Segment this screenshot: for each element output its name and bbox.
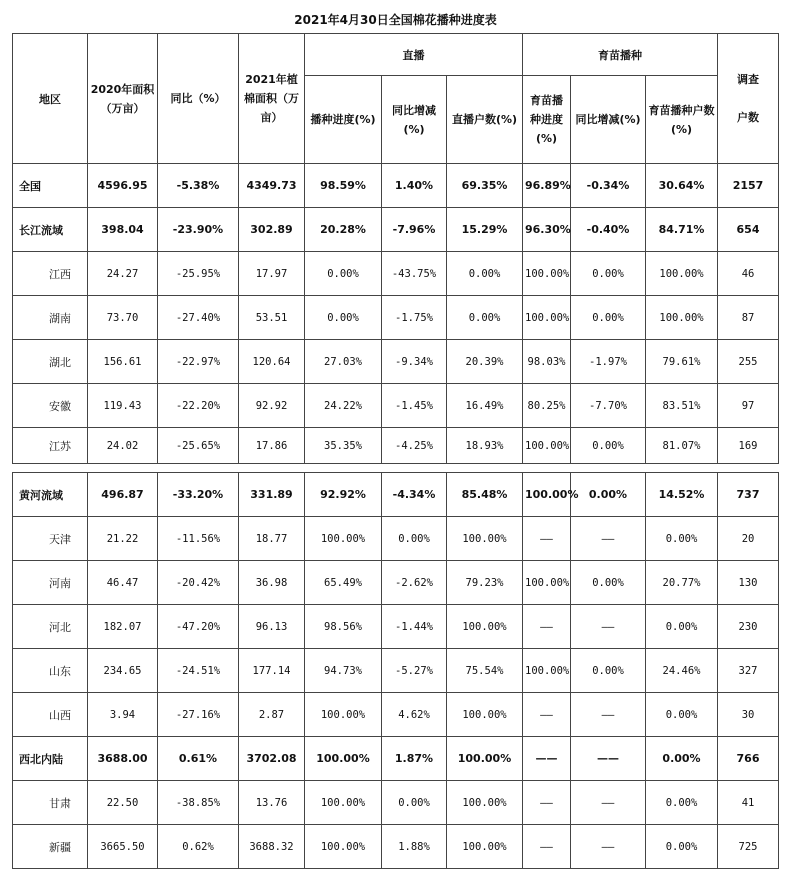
area-2021-cell: 92.92	[239, 384, 305, 428]
seed-change-cell: ——	[571, 737, 646, 781]
direct-change-cell: -2.62%	[382, 561, 447, 605]
direct-households-cell: 100.00%	[447, 693, 523, 737]
direct-households-cell: 100.00%	[447, 737, 523, 781]
seed-progress-cell: 100.00%	[523, 649, 571, 693]
survey-households-cell: 725	[718, 825, 779, 869]
area-2021-cell: 120.64	[239, 340, 305, 384]
area-2021-cell: 3688.32	[239, 825, 305, 869]
seed-households-cell: 100.00%	[646, 296, 718, 340]
seed-change-cell: ——	[571, 517, 646, 561]
direct-change-cell: -7.96%	[382, 208, 447, 252]
direct-progress-cell: 65.49%	[305, 561, 382, 605]
direct-households-cell: 75.54%	[447, 649, 523, 693]
seed-progress-cell: 100.00%	[523, 252, 571, 296]
region-cell: 山东	[13, 649, 88, 693]
seed-households-cell: 0.00%	[646, 825, 718, 869]
direct-change-cell: -9.34%	[382, 340, 447, 384]
direct-households-cell: 79.23%	[447, 561, 523, 605]
direct-progress-cell: 92.92%	[305, 473, 382, 517]
region-cell: 新疆	[13, 825, 88, 869]
direct-progress-cell: 24.22%	[305, 384, 382, 428]
header-yoy: 同比（%）	[158, 34, 239, 164]
direct-change-cell: -5.27%	[382, 649, 447, 693]
area-2021-cell: 53.51	[239, 296, 305, 340]
area-2020-cell: 234.65	[88, 649, 158, 693]
table-row	[13, 693, 779, 737]
direct-progress-cell: 100.00%	[305, 693, 382, 737]
direct-households-cell: 100.00%	[447, 605, 523, 649]
seed-households-cell: 81.07%	[646, 428, 718, 464]
seed-households-cell: 83.51%	[646, 384, 718, 428]
region-cell: 江西	[13, 252, 88, 296]
direct-change-cell: -1.45%	[382, 384, 447, 428]
seed-progress-cell: ——	[523, 737, 571, 781]
direct-progress-cell: 27.03%	[305, 340, 382, 384]
header-seed-households: 育苗播种户数(%)	[646, 76, 718, 164]
seed-change-cell: 0.00%	[571, 561, 646, 605]
seed-change-cell: -0.34%	[571, 164, 646, 208]
summary-row	[13, 208, 779, 252]
area-2020-cell: 496.87	[88, 473, 158, 517]
seed-progress-cell: 100.00%	[523, 428, 571, 464]
yoy-cell: -27.40%	[158, 296, 239, 340]
direct-change-cell: -1.75%	[382, 296, 447, 340]
seed-households-cell: 0.00%	[646, 737, 718, 781]
direct-change-cell: 0.00%	[382, 517, 447, 561]
table-row	[13, 561, 779, 605]
direct-progress-cell: 20.28%	[305, 208, 382, 252]
direct-households-cell: 0.00%	[447, 296, 523, 340]
direct-households-cell: 85.48%	[447, 473, 523, 517]
yoy-cell: -25.65%	[158, 428, 239, 464]
area-2020-cell: 3688.00	[88, 737, 158, 781]
header-direct-households: 直播户数(%)	[447, 76, 523, 164]
survey-households-cell: 20	[718, 517, 779, 561]
seed-households-cell: 84.71%	[646, 208, 718, 252]
header-seedling-group: 育苗播种	[523, 34, 718, 76]
seed-households-cell: 30.64%	[646, 164, 718, 208]
summary-row	[13, 164, 779, 208]
yoy-cell: -20.42%	[158, 561, 239, 605]
region-cell: 甘肃	[13, 781, 88, 825]
seed-households-cell: 24.46%	[646, 649, 718, 693]
header-survey-households	[718, 34, 779, 164]
seed-change-cell: 0.00%	[571, 428, 646, 464]
header-direct-group: 直播	[305, 34, 523, 76]
region-cell: 河北	[13, 605, 88, 649]
area-2020-cell: 4596.95	[88, 164, 158, 208]
survey-households-cell: 654	[718, 208, 779, 252]
seed-progress-cell: 100.00%	[523, 296, 571, 340]
yoy-cell: -25.95%	[158, 252, 239, 296]
summary-row	[13, 737, 779, 781]
yoy-cell: 0.62%	[158, 825, 239, 869]
area-2021-cell: 96.13	[239, 605, 305, 649]
seed-change-cell: ——	[571, 693, 646, 737]
survey-households-cell: 130	[718, 561, 779, 605]
table-row	[13, 296, 779, 340]
header-area-2021: 2021年植棉面积（万亩）	[239, 34, 305, 164]
survey-households-cell: 41	[718, 781, 779, 825]
survey-households-cell: 255	[718, 340, 779, 384]
seed-households-cell: 100.00%	[646, 252, 718, 296]
region-cell: 天津	[13, 517, 88, 561]
seed-households-cell: 79.61%	[646, 340, 718, 384]
region-cell: 湖北	[13, 340, 88, 384]
seed-progress-cell: 96.30%	[523, 208, 571, 252]
seed-progress-cell: 98.03%	[523, 340, 571, 384]
area-2021-cell: 3702.08	[239, 737, 305, 781]
seed-change-cell: -0.40%	[571, 208, 646, 252]
region-cell: 湖南	[13, 296, 88, 340]
area-2021-cell: 17.97	[239, 252, 305, 296]
header-direct-progress: 播种进度(%)	[305, 76, 382, 164]
area-2021-cell: 302.89	[239, 208, 305, 252]
yoy-cell: 0.61%	[158, 737, 239, 781]
header-region: 地区	[13, 34, 88, 164]
seed-change-cell: 0.00%	[571, 252, 646, 296]
table-row	[13, 781, 779, 825]
seed-change-cell: -7.70%	[571, 384, 646, 428]
yoy-cell: -24.51%	[158, 649, 239, 693]
direct-progress-cell: 0.00%	[305, 252, 382, 296]
header-survey-line2: 户数	[737, 111, 760, 124]
survey-households-cell: 327	[718, 649, 779, 693]
table-row	[13, 649, 779, 693]
seed-households-cell: 0.00%	[646, 693, 718, 737]
seed-progress-cell: ——	[523, 605, 571, 649]
seed-change-cell: -1.97%	[571, 340, 646, 384]
area-2020-cell: 73.70	[88, 296, 158, 340]
yoy-cell: -47.20%	[158, 605, 239, 649]
direct-progress-cell: 35.35%	[305, 428, 382, 464]
table-row	[13, 428, 779, 464]
area-2020-cell: 398.04	[88, 208, 158, 252]
seed-progress-cell: 100.00%	[523, 561, 571, 605]
seed-progress-cell: ——	[523, 781, 571, 825]
area-2021-cell: 4349.73	[239, 164, 305, 208]
survey-households-cell: 87	[718, 296, 779, 340]
table-row	[13, 605, 779, 649]
yoy-cell: -22.97%	[158, 340, 239, 384]
seed-households-cell: 0.00%	[646, 517, 718, 561]
direct-households-cell: 100.00%	[447, 781, 523, 825]
seed-change-cell: ——	[571, 605, 646, 649]
direct-households-cell: 100.00%	[447, 825, 523, 869]
summary-row	[13, 473, 779, 517]
yoy-cell: -33.20%	[158, 473, 239, 517]
direct-progress-cell: 100.00%	[305, 517, 382, 561]
table-title: 2021年4月30日全国棉花播种进度表	[294, 13, 497, 27]
direct-households-cell: 18.93%	[447, 428, 523, 464]
direct-progress-cell: 98.56%	[305, 605, 382, 649]
region-cell: 西北内陆	[13, 737, 88, 781]
survey-households-cell: 97	[718, 384, 779, 428]
direct-households-cell: 20.39%	[447, 340, 523, 384]
region-cell: 山西	[13, 693, 88, 737]
area-2020-cell: 21.22	[88, 517, 158, 561]
region-cell: 黄河流域	[13, 473, 88, 517]
area-2020-cell: 119.43	[88, 384, 158, 428]
region-cell: 河南	[13, 561, 88, 605]
seed-households-cell: 0.00%	[646, 781, 718, 825]
yoy-cell: -27.16%	[158, 693, 239, 737]
direct-progress-cell: 100.00%	[305, 781, 382, 825]
survey-households-cell: 737	[718, 473, 779, 517]
planting-progress-table	[12, 33, 779, 869]
seed-change-cell: ——	[571, 825, 646, 869]
seed-change-cell: 0.00%	[571, 649, 646, 693]
direct-change-cell: -4.34%	[382, 473, 447, 517]
header-row-groups	[13, 34, 779, 76]
seed-progress-cell: 96.89%	[523, 164, 571, 208]
survey-households-cell: 230	[718, 605, 779, 649]
survey-households-cell: 46	[718, 252, 779, 296]
area-2021-cell: 177.14	[239, 649, 305, 693]
direct-households-cell: 16.49%	[447, 384, 523, 428]
header-survey-line1: 调查	[737, 73, 760, 86]
gap-cell	[13, 464, 779, 473]
table-row	[13, 340, 779, 384]
region-cell: 江苏	[13, 428, 88, 464]
seed-progress-cell: 100.00%	[523, 473, 571, 517]
area-2020-cell: 22.50	[88, 781, 158, 825]
direct-change-cell: 1.40%	[382, 164, 447, 208]
area-2020-cell: 182.07	[88, 605, 158, 649]
area-2020-cell: 24.27	[88, 252, 158, 296]
survey-households-cell: 30	[718, 693, 779, 737]
area-2020-cell: 3.94	[88, 693, 158, 737]
yoy-cell: -5.38%	[158, 164, 239, 208]
direct-households-cell: 69.35%	[447, 164, 523, 208]
table-row	[13, 384, 779, 428]
direct-change-cell: 1.88%	[382, 825, 447, 869]
area-2020-cell: 24.02	[88, 428, 158, 464]
direct-change-cell: 0.00%	[382, 781, 447, 825]
area-2020-cell: 46.47	[88, 561, 158, 605]
row-gap	[13, 464, 779, 473]
yoy-cell: -11.56%	[158, 517, 239, 561]
direct-change-cell: -4.25%	[382, 428, 447, 464]
yoy-cell: -38.85%	[158, 781, 239, 825]
seed-change-cell: 0.00%	[571, 473, 646, 517]
direct-change-cell: -43.75%	[382, 252, 447, 296]
direct-progress-cell: 98.59%	[305, 164, 382, 208]
seed-households-cell: 14.52%	[646, 473, 718, 517]
direct-households-cell: 0.00%	[447, 252, 523, 296]
direct-change-cell: 4.62%	[382, 693, 447, 737]
region-cell: 全国	[13, 164, 88, 208]
header-direct-change: 同比增减(%)	[382, 76, 447, 164]
survey-households-cell: 2157	[718, 164, 779, 208]
direct-change-cell: -1.44%	[382, 605, 447, 649]
seed-households-cell: 0.00%	[646, 605, 718, 649]
direct-progress-cell: 94.73%	[305, 649, 382, 693]
seed-progress-cell: ——	[523, 517, 571, 561]
direct-households-cell: 15.29%	[447, 208, 523, 252]
table-row	[13, 517, 779, 561]
header-seed-progress: 育苗播种进度(%)	[523, 76, 571, 164]
region-cell: 安徽	[13, 384, 88, 428]
yoy-cell: -22.20%	[158, 384, 239, 428]
header-seed-change: 同比增减(%)	[571, 76, 646, 164]
table-row	[13, 252, 779, 296]
direct-change-cell: 1.87%	[382, 737, 447, 781]
seed-households-cell: 20.77%	[646, 561, 718, 605]
area-2020-cell: 3665.50	[88, 825, 158, 869]
survey-households-cell: 766	[718, 737, 779, 781]
seed-change-cell: ——	[571, 781, 646, 825]
area-2021-cell: 2.87	[239, 693, 305, 737]
seed-progress-cell: ——	[523, 825, 571, 869]
seed-progress-cell: ——	[523, 693, 571, 737]
direct-progress-cell: 0.00%	[305, 296, 382, 340]
survey-households-cell: 169	[718, 428, 779, 464]
area-2021-cell: 17.86	[239, 428, 305, 464]
direct-progress-cell: 100.00%	[305, 825, 382, 869]
area-2021-cell: 331.89	[239, 473, 305, 517]
area-2020-cell: 156.61	[88, 340, 158, 384]
seed-progress-cell: 80.25%	[523, 384, 571, 428]
direct-progress-cell: 100.00%	[305, 737, 382, 781]
direct-households-cell: 100.00%	[447, 517, 523, 561]
yoy-cell: -23.90%	[158, 208, 239, 252]
area-2021-cell: 18.77	[239, 517, 305, 561]
area-2021-cell: 36.98	[239, 561, 305, 605]
header-area-2020: 2020年面积（万亩）	[88, 34, 158, 164]
region-cell: 长江流域	[13, 208, 88, 252]
seed-change-cell: 0.00%	[571, 296, 646, 340]
area-2021-cell: 13.76	[239, 781, 305, 825]
table-row	[13, 825, 779, 869]
